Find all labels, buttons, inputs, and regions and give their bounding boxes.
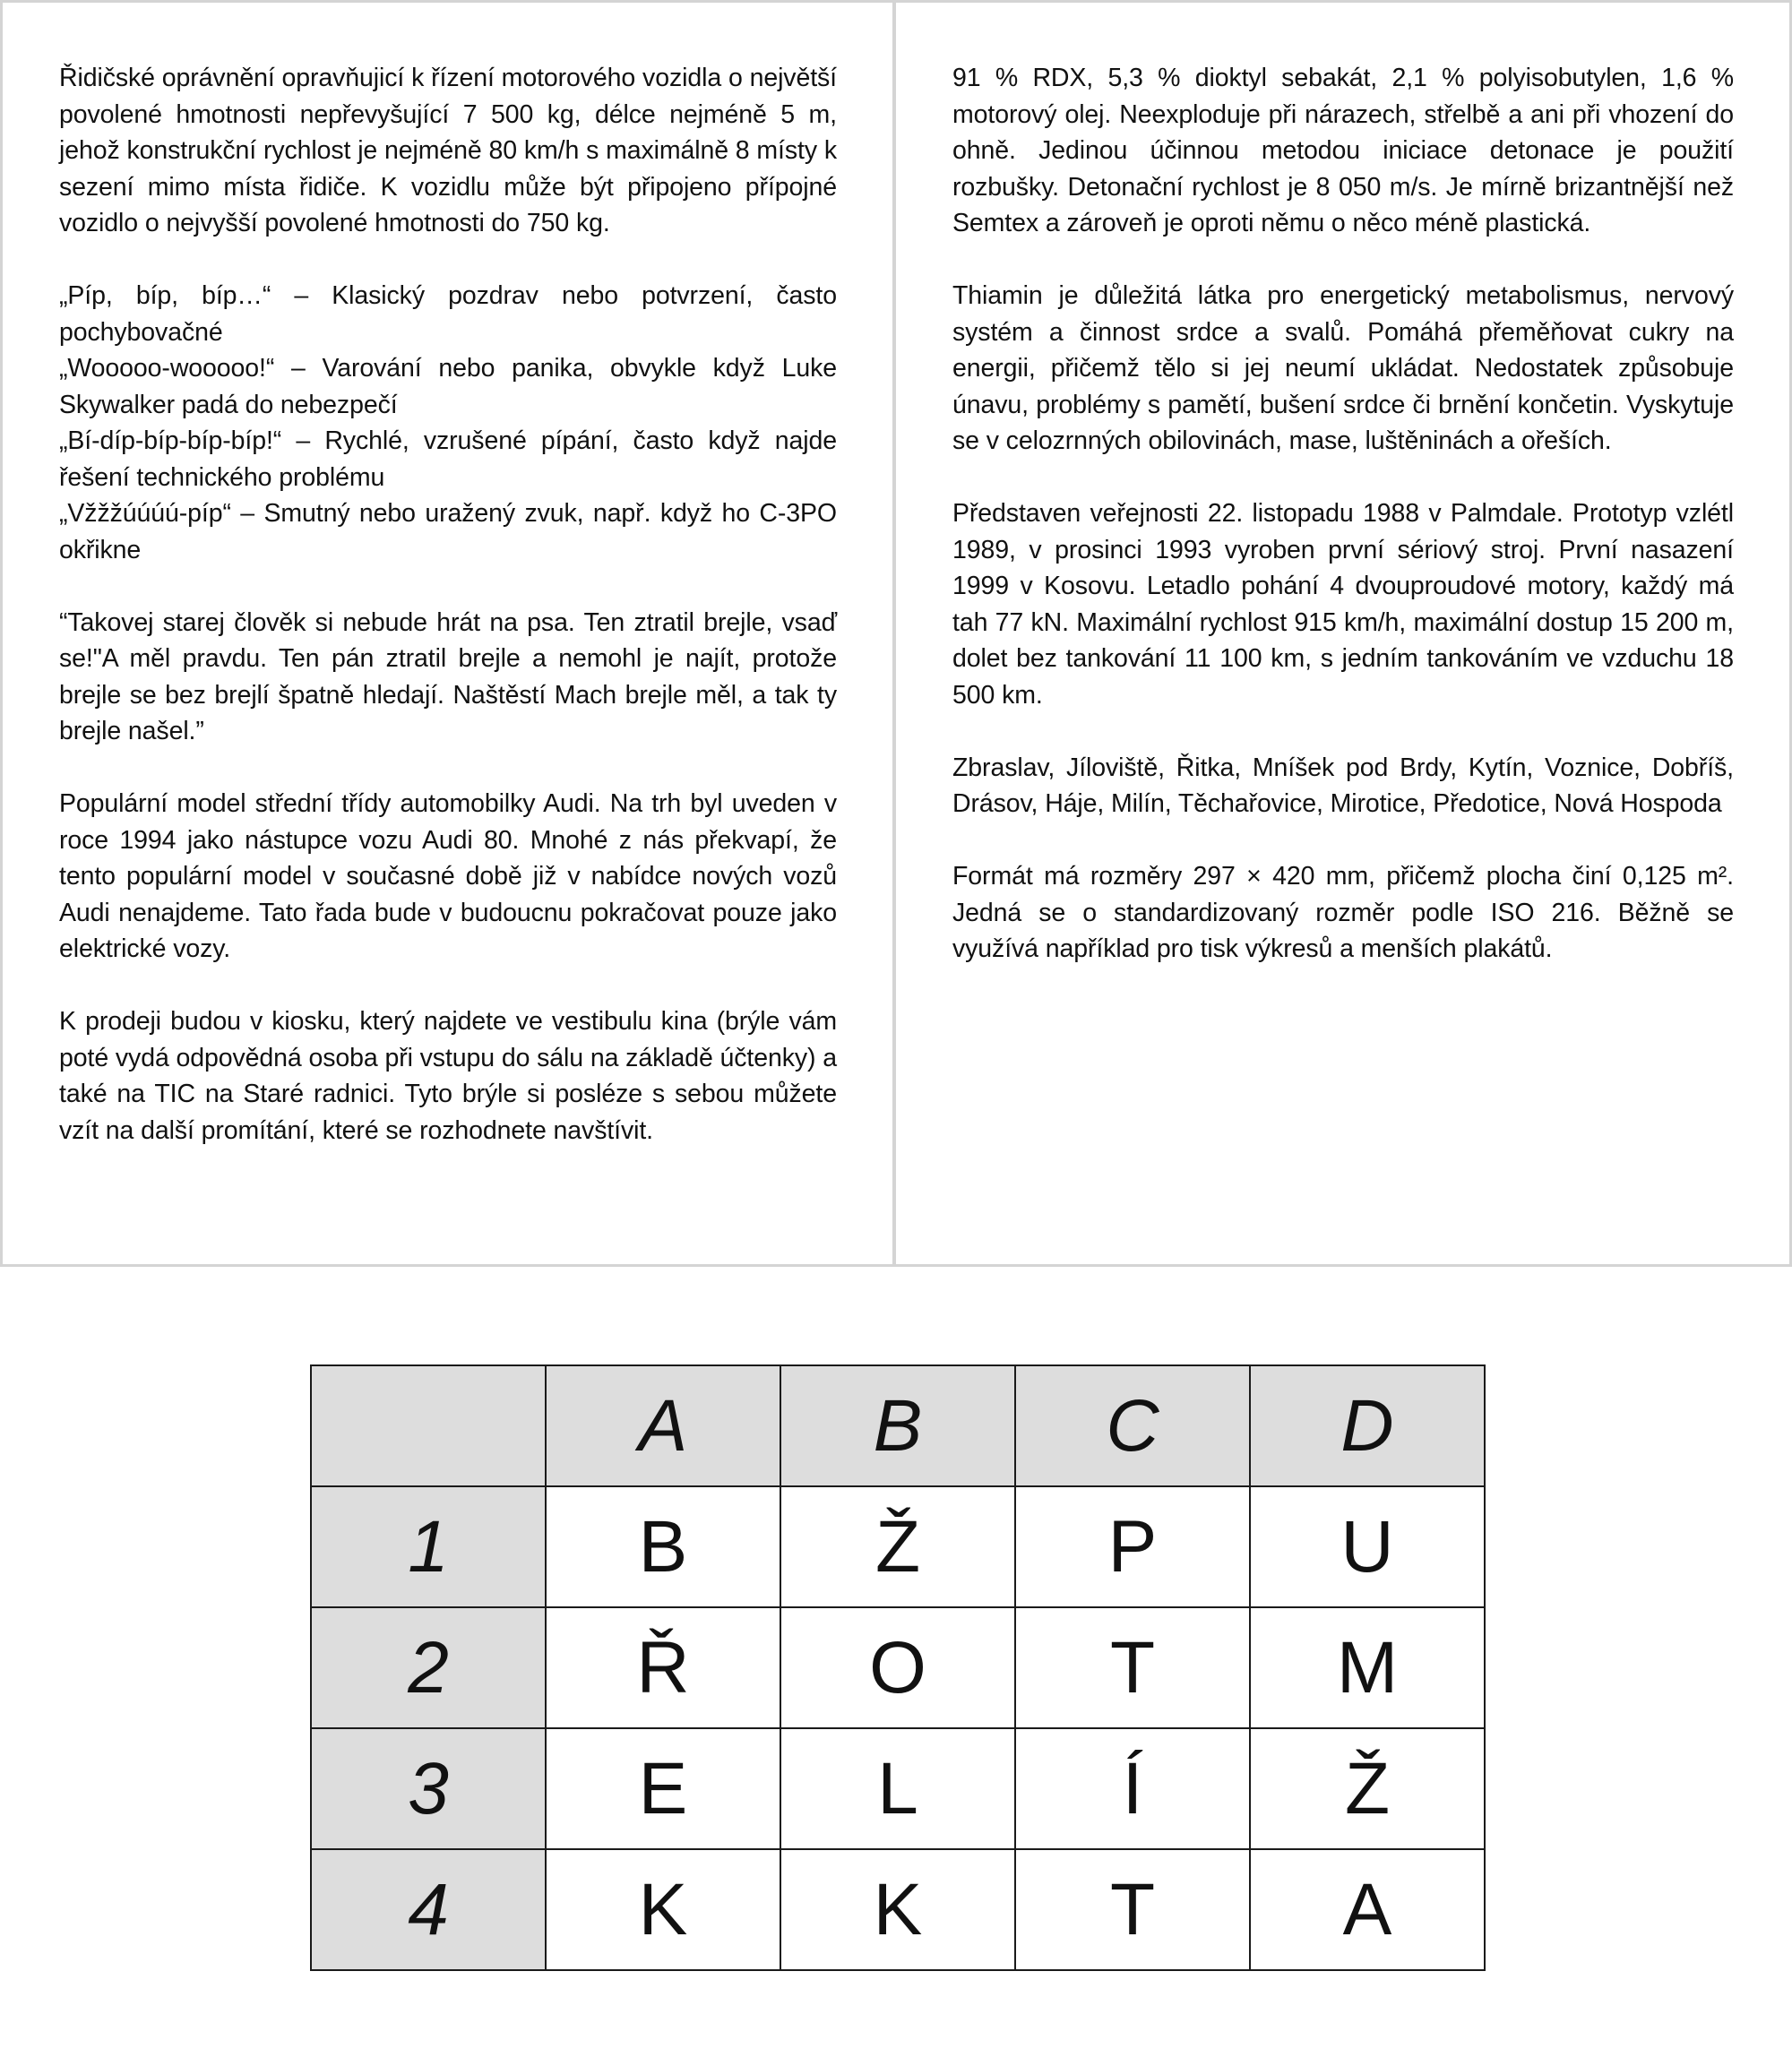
grid-cell: B <box>546 1486 780 1607</box>
grid-corner-cell <box>311 1365 546 1486</box>
grid-row-header: 4 <box>311 1849 546 1970</box>
grid-row-header: 3 <box>311 1728 546 1849</box>
paragraph-text: K prodeji budou v kiosku, který najdete ve vestibulu kina (brýle vám poté vydá odpovědná osoba při vstupu do sálu na základě účtenky) a také na TIC na Staré radnici. Tyto brýle si posléze s sebou můžete vzít na další promítání, které se rozhodnete navštívit. <box>59 1007 837 1145</box>
grid-cell: U <box>1250 1486 1485 1607</box>
paragraph-mach-glasses <box>59 605 837 750</box>
paragraph-driving-license <box>59 60 837 242</box>
paragraph-text: Zbraslav, Jíloviště, Řitka, Mníšek pod Brdy, Kytín, Voznice, Dobříš, Drásov, Háje, Milín, Těchařovice, Mirotice, Předotice, Nová Hospoda <box>952 753 1734 818</box>
grid-header-row <box>311 1365 1485 1486</box>
paragraph-line: „Bí-díp-bíp-bíp-bíp!“ – Rychlé, vzrušené pípání, často když najde řešení technického problému <box>59 426 837 492</box>
letter-grid <box>310 1364 1486 1971</box>
letter-grid-table <box>310 1364 1486 1971</box>
paragraph-text: Řidičské oprávnění opravňujicí k řízení motorového vozidla o největší povolené hmotnosti nepřevyšující 7 500 kg, délce nejméně 5 m, jehož konstrukční rychlost je nejméně 80 km/h s maximálně 8 místy k sezení mimo místa řidiče. K vozidlu může být připojeno přípojné vozidlo o nejvyšší povolené hmotnosti do 750 kg. <box>59 64 837 237</box>
grid-row <box>311 1607 1485 1728</box>
grid-column-header: B <box>780 1365 1015 1486</box>
paragraph-text: 91 % RDX, 5,3 % dioktyl sebakát, 2,1 % polyisobutylen, 1,6 % motorový olej. Neexploduje při nárazech, střelbě a ani při vhození do ohně. Jedinou účinnou metodou iniciace detonace je použití rozbušky. Detonační rychlost je 8 050 m/s. Je mírně brizantnější než Semtex a zároveň je oproti němu o něco méně plastická. <box>952 64 1734 237</box>
grid-cell: M <box>1250 1607 1485 1728</box>
grid-cell: P <box>1015 1486 1250 1607</box>
paragraph-aircraft <box>952 495 1734 713</box>
grid-row <box>311 1486 1485 1607</box>
grid-row <box>311 1849 1485 1970</box>
paragraph-line: „Píp, bíp, bíp…“ – Klasický pozdrav nebo potvrzení, často pochybovačné <box>59 281 837 347</box>
paragraph-cinema-glasses <box>59 1003 837 1149</box>
grid-cell: K <box>780 1849 1015 1970</box>
grid-column-header: C <box>1015 1365 1250 1486</box>
paragraph-line: „Vžžžúúúú-píp“ – Smutný nebo uražený zvuk, např. když ho C-3PO okřikne <box>59 499 837 564</box>
paragraph-explosive <box>952 60 1734 242</box>
paragraph-text: Thiamin je důležitá látka pro energetický metabolismus, nervový systém a činnost srdce a svalů. Pomáhá přeměňovat cukry na energii, přičemž tělo si jej neumí ukládat. Nedostatek způsobuje únavu, problémy s pamětí, bušení srdce či brnění končetin. Vyskytuje se v celozrnných obilovinách, mase, luštěninách a ořeších. <box>952 281 1734 455</box>
left-text-column <box>3 3 896 1264</box>
paragraph-text: Představen veřejnosti 22. listopadu 1988 v Palmdale. Prototyp vzlétl 1989, v prosinci 1993 vyroben první sériový stroj. První nasazení 1999 v Kosovu. Letadlo pohání 4 dvouproudové motory, každý má tah 77 kN. Maximální rychlost 915 km/h, maximální dostup 15 200 m, dolet bez tankování 11 100 km, s jedním tankováním ve vzduchu 18 500 km. <box>952 499 1734 710</box>
paragraph-paper-format <box>952 858 1734 968</box>
paragraph-audi-model <box>59 786 837 968</box>
grid-cell: Ž <box>1250 1728 1485 1849</box>
grid-cell: Ř <box>546 1607 780 1728</box>
grid-cell: T <box>1015 1849 1250 1970</box>
grid-cell: Í <box>1015 1728 1250 1849</box>
right-text-column <box>896 3 1789 1264</box>
grid-cell: Ž <box>780 1486 1015 1607</box>
grid-cell: K <box>546 1849 780 1970</box>
paragraph-text: Formát má rozměry 297 × 420 mm, přičemž plocha činí 0,125 m². Jedná se o standardizovaný rozměr podle ISO 216. Běžně se využívá například pro tisk výkresů a menších plakátů. <box>952 862 1734 963</box>
grid-row <box>311 1728 1485 1849</box>
paragraph-line: „Wooooo-wooooo!“ – Varování nebo panika, obvykle když Luke Skywalker padá do nebezpečí <box>59 354 837 419</box>
grid-row-header: 1 <box>311 1486 546 1607</box>
grid-cell: L <box>780 1728 1015 1849</box>
grid-column-header: A <box>546 1365 780 1486</box>
grid-cell: O <box>780 1607 1015 1728</box>
paragraph-text: Populární model střední třídy automobilky Audi. Na trh byl uveden v roce 1994 jako nástupce vozu Audi 80. Mnohé z nás překvapí, že tento populární model v současné době již v nabídce nových vozů Audi nenajdeme. Tato řada bude v budoucnu pokračovat pouze jako elektrické vozy. <box>59 789 837 963</box>
grid-cell: E <box>546 1728 780 1849</box>
paragraph-towns <box>952 750 1734 822</box>
paragraph-thiamin <box>952 278 1734 460</box>
paragraph-text: “Takovej starej člověk si nebude hrát na psa. Ten ztratil brejle, vsaď se!"A měl pravdu. Ten pán ztratil brejle a nemohl je najít, protože brejle se bez brejlí špatně hledají. Naštěstí Mach brejle měl, a tak ty brejle našel.” <box>59 607 837 745</box>
grid-cell: T <box>1015 1607 1250 1728</box>
grid-row-header: 2 <box>311 1607 546 1728</box>
grid-column-header: D <box>1250 1365 1485 1486</box>
paragraph-r2d2-sounds <box>59 278 837 568</box>
grid-cell: A <box>1250 1849 1485 1970</box>
